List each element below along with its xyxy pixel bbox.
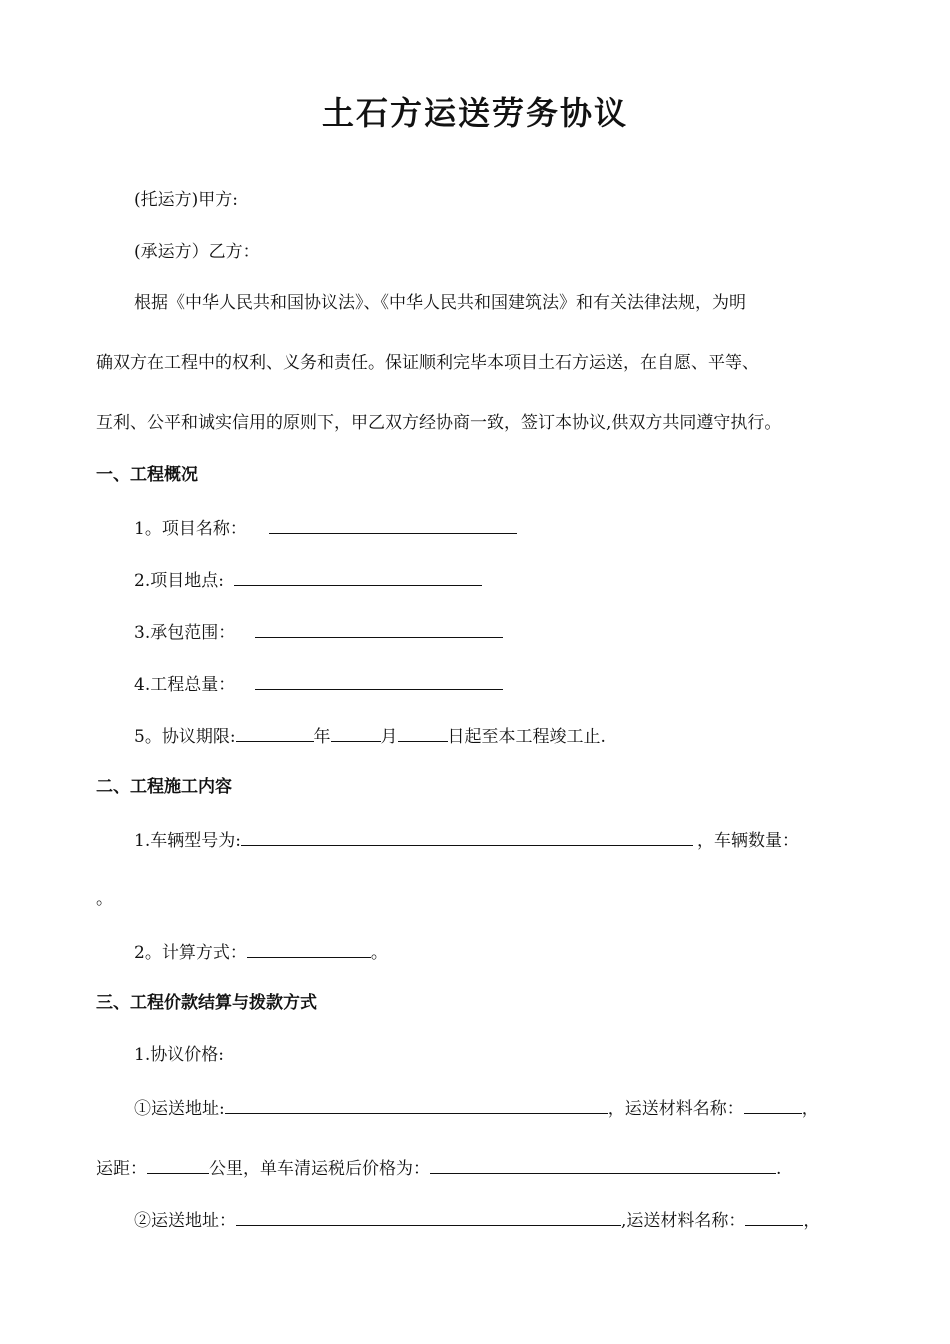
section2-heading: 二、工程施工内容 [96, 777, 232, 797]
project-location-blank[interactable] [234, 567, 482, 586]
party-a-line: (托运方)甲方: [134, 190, 238, 210]
period-day-blank[interactable] [398, 723, 448, 742]
total-quantity-label: 4.工程总量： [134, 675, 236, 695]
vehicle-model-row [134, 827, 799, 853]
contract-period-row [134, 723, 606, 749]
period-year-blank[interactable] [236, 723, 314, 742]
intro-paragraph-line-3: 互利、公平和诚实信用的原则下，甲乙双方经协商一致，签订本协议,供双方共同遵守执行。 [96, 413, 782, 433]
document-title: 土石方运送劳务协议 [321, 94, 628, 132]
party-b-line: (承运方）乙方： [134, 242, 260, 262]
project-name-row [134, 515, 517, 541]
section3-heading: 三、工程价款结算与拨款方式 [96, 993, 317, 1013]
intro-paragraph-line-2: 确双方在工程中的权利、义务和责任。保证顺利完毕本项目土石方运送，在自愿、平等、 [96, 353, 759, 373]
address1-row [134, 1095, 819, 1121]
distance-unit-price-label: 公里，单车清运税后价格为： [209, 1159, 430, 1179]
contract-period-label: 5。协议期限: [134, 727, 236, 747]
project-name-blank[interactable] [269, 515, 517, 534]
address2-blank[interactable] [236, 1207, 621, 1226]
vehicle-count-label: ，车辆数量： [696, 831, 799, 851]
calculation-method-end: 。 [370, 943, 388, 963]
address2-label: ②运送地址： [134, 1211, 236, 1231]
vehicle-model-label: 1.车辆型号为: [134, 831, 241, 851]
calculation-method-label: 2。计算方式： [134, 943, 247, 963]
address1-label: ①运送地址: [134, 1099, 225, 1119]
distance-row-end: . [776, 1159, 782, 1179]
calculation-method-row [134, 939, 388, 965]
period-year-label: 年 [313, 727, 331, 747]
distance-blank[interactable] [147, 1155, 209, 1174]
calculation-method-blank[interactable] [247, 939, 371, 958]
period-month-blank[interactable] [331, 723, 381, 742]
intro-paragraph-line-1: 根据《中华人民共和国协议法》、《中华人民共和国建筑法》和有关法律法规，为明 [134, 293, 746, 313]
material2-blank[interactable] [745, 1207, 803, 1226]
material1-label: ，运送材料名称： [607, 1099, 744, 1119]
address1-comma: ， [801, 1099, 819, 1119]
contract-scope-blank[interactable] [255, 619, 503, 638]
period-month-label: 月 [380, 727, 398, 747]
distance-row [96, 1155, 781, 1181]
total-quantity-blank[interactable] [255, 671, 503, 690]
address2-row [134, 1207, 820, 1233]
unit-price-blank[interactable] [430, 1155, 776, 1174]
material1-blank[interactable] [744, 1095, 802, 1114]
project-location-label: 2.项目地点: [134, 571, 224, 591]
distance-label: 运距： [96, 1159, 147, 1179]
address1-blank[interactable] [225, 1095, 608, 1114]
vehicle-row-end: 。 [96, 889, 113, 909]
project-location-row [134, 567, 482, 593]
material2-label: ,运送材料名称： [621, 1211, 746, 1231]
contract-scope-row [134, 619, 503, 645]
section1-heading: 一、工程概况 [96, 465, 198, 485]
vehicle-model-blank[interactable] [241, 827, 693, 846]
address2-comma: ， [803, 1211, 821, 1231]
contract-price-label: 1.协议价格: [134, 1045, 224, 1065]
project-name-label: 1。项目名称： [134, 519, 247, 539]
period-suffix: 日起至本工程竣工止. [447, 727, 606, 747]
contract-scope-label: 3.承包范围： [134, 623, 236, 643]
total-quantity-row [134, 671, 503, 697]
